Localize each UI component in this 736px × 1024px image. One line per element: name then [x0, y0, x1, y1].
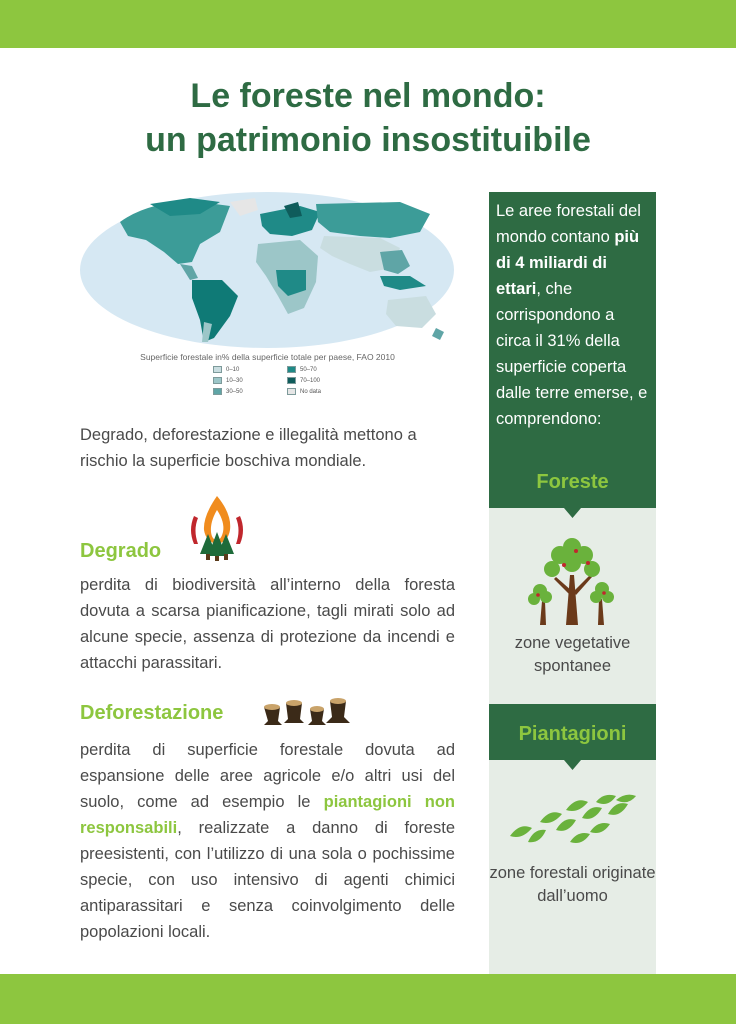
piantagioni-caption: zone forestali originate dall’uomo [489, 864, 656, 905]
legend-item: 0–10 [213, 366, 239, 374]
foreste-label: Foreste [536, 471, 609, 493]
sidebar-intro-before: Le aree forestali del mondo contano [496, 202, 641, 246]
page-title-line1: Le foreste nel mondo: [190, 77, 546, 115]
bottom-banner [0, 974, 736, 1024]
legend-swatch [213, 388, 222, 395]
degrado-text: perdita di biodiversità all’interno della foresta dovuta a scarsa pianificazione, tagli mirati solo ad alcune specie, assenza di protezione da incendi e attacchi parassitari. [80, 576, 455, 672]
plant-rows-icon [504, 792, 640, 852]
deforestazione-text-before: perdita di superficie forestale dovuta ad espansione delle aree agricole e/o altri usi del suolo, come ad esempio le [80, 741, 455, 811]
map-caption: Superficie forestale in% della superficie totale per paese, FAO 2010 [140, 352, 395, 362]
legend-item: 50–70 [287, 366, 317, 374]
sidebar-intro-after: , che corrispondono a circa il 31% della superficie coperta dalle terre emerse, e comprendono: [496, 280, 648, 428]
sidebar-intro-bold: più di 4 miliardi di ettari [496, 228, 640, 298]
intro-text: Degrado, deforestazione e illegalità mettono a rischio la superficie boschiva mondiale. [80, 426, 417, 470]
legend-swatch [213, 366, 222, 373]
legend-swatch [287, 388, 296, 395]
legend-item: 10–30 [213, 377, 243, 385]
legend-item: 30–50 [213, 388, 243, 396]
piantagioni-label: Piantagioni [518, 723, 627, 745]
deforestazione-text [80, 737, 455, 945]
legend-item: 70–100 [287, 377, 320, 385]
tree-stumps-icon [262, 697, 358, 727]
legend-swatch [213, 377, 222, 384]
legend-swatch [287, 377, 296, 384]
foreste-caption: zone vegetative spontanee [514, 634, 631, 675]
sidebar-intro-text [496, 198, 652, 432]
map-legend [213, 366, 343, 398]
fire-forest-icon [186, 494, 248, 562]
deforestazione-text-after: , realizzate a danno di foreste preesistenti, con l’utilizzo di una sola o pochissime specie, con uso intensivo di agenti chimici antiparassitari e senza coinvolgimento delle popolazioni locali. [80, 819, 455, 941]
deforestazione-heading: Deforestazione [80, 702, 224, 724]
trees-icon [524, 535, 620, 627]
degrado-heading: Degrado [80, 540, 162, 562]
world-forest-map [80, 192, 455, 348]
page-title-line2: un patrimonio insostituibile [145, 121, 591, 159]
legend-item: No data [287, 388, 321, 396]
legend-swatch [287, 366, 296, 373]
top-banner [0, 0, 736, 48]
piantagioni-highlight: piantagioni non responsabili [80, 793, 455, 837]
page-title [0, 74, 736, 162]
